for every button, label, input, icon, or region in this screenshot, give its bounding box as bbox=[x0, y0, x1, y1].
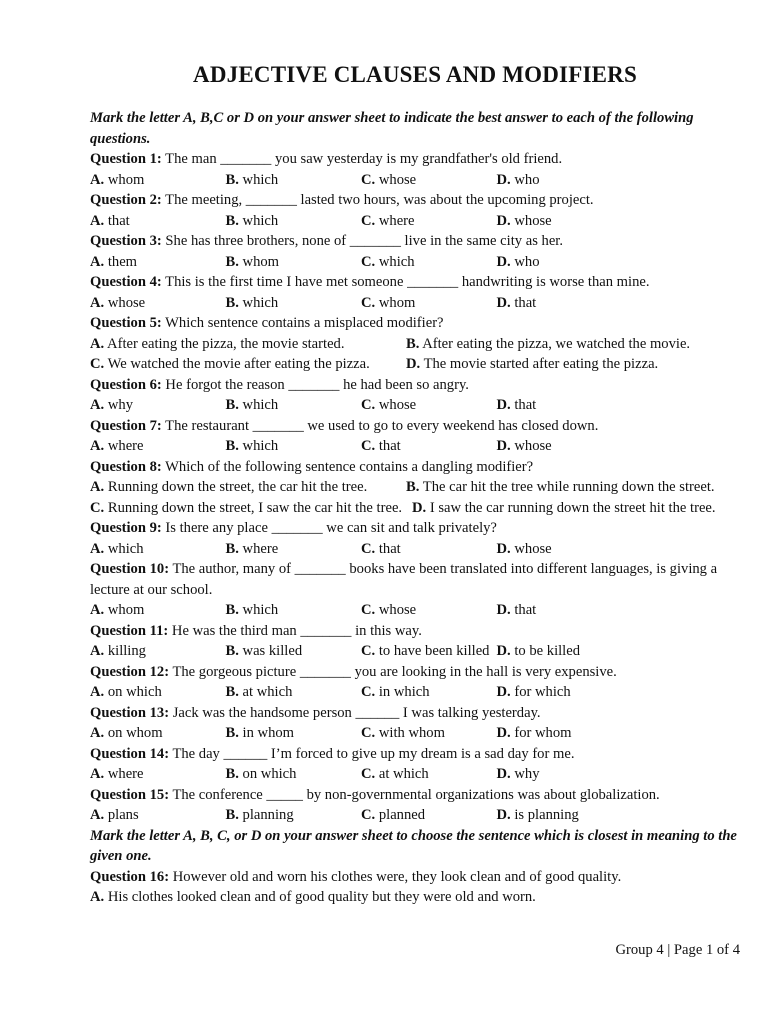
option-letter: A. bbox=[90, 643, 105, 659]
options-row bbox=[90, 764, 740, 785]
option-letter: C. bbox=[361, 807, 376, 823]
option-text: whom bbox=[104, 171, 145, 188]
option-letter: B. bbox=[406, 335, 420, 352]
option-text: whom bbox=[104, 602, 145, 618]
option-text: that bbox=[510, 397, 537, 413]
options-row bbox=[90, 539, 740, 560]
option-text: whom bbox=[375, 294, 416, 311]
option-b[interactable] bbox=[226, 395, 362, 416]
option-text: which bbox=[238, 602, 279, 618]
question-5 bbox=[90, 313, 740, 334]
question-number: Question 4: bbox=[90, 274, 162, 290]
option-text: in which bbox=[375, 684, 430, 700]
option-letter: B. bbox=[225, 294, 239, 311]
question-text: Which of the following sentence contains a dangling modifier? bbox=[161, 458, 534, 475]
option-b[interactable] bbox=[226, 293, 362, 314]
option-b[interactable] bbox=[226, 682, 362, 703]
option-c[interactable] bbox=[361, 395, 497, 416]
option-b[interactable] bbox=[226, 252, 362, 273]
option-letter: B. bbox=[225, 397, 239, 413]
options-row bbox=[90, 682, 740, 703]
question-number: Question 8: bbox=[90, 458, 162, 475]
option-d[interactable] bbox=[497, 682, 571, 703]
option-b[interactable] bbox=[406, 477, 715, 498]
option-text: which bbox=[238, 171, 279, 188]
option-text: which bbox=[238, 438, 279, 454]
option-letter: B. bbox=[225, 766, 239, 782]
option-c[interactable] bbox=[361, 723, 497, 744]
question-number: Question 2: bbox=[90, 192, 162, 208]
options-row bbox=[90, 334, 740, 355]
option-letter: A. bbox=[90, 438, 105, 454]
option-b[interactable] bbox=[226, 805, 362, 826]
option-text: whose bbox=[375, 602, 417, 618]
option-c[interactable] bbox=[361, 211, 497, 232]
option-letter: A. bbox=[90, 294, 105, 311]
option-text: whose bbox=[510, 212, 552, 229]
options-row bbox=[90, 498, 740, 519]
option-text: which bbox=[238, 212, 279, 229]
option-c[interactable] bbox=[361, 252, 497, 273]
question-text: The author, many of _______ books have been translated into different languages, is giving a lecture at our school. bbox=[90, 561, 718, 598]
option-text: Running down the street, I saw the car hit the tree. bbox=[104, 499, 403, 516]
option-text: that bbox=[375, 438, 401, 454]
question-text: The conference _____ by non-governmental organizations was about globalization. bbox=[169, 786, 660, 803]
option-b[interactable] bbox=[226, 170, 362, 191]
options-row bbox=[90, 805, 740, 826]
option-text: After eating the pizza, the movie started. bbox=[104, 335, 345, 352]
option-text: planned bbox=[375, 807, 426, 823]
option-d[interactable] bbox=[497, 395, 537, 416]
option-d[interactable] bbox=[497, 436, 552, 457]
option-letter: C. bbox=[361, 766, 376, 782]
question-text: He forgot the reason _______ he had been so angry. bbox=[161, 376, 469, 393]
option-d[interactable] bbox=[406, 354, 658, 375]
option-letter: D. bbox=[496, 397, 511, 413]
option-text: The movie started after eating the pizza. bbox=[420, 356, 659, 372]
option-text: is planning bbox=[510, 807, 579, 823]
option-d[interactable] bbox=[497, 252, 540, 273]
option-a[interactable] bbox=[90, 334, 406, 355]
option-text: We watched the movie after eating the pizza. bbox=[104, 356, 370, 372]
question-7 bbox=[90, 416, 740, 437]
question-3 bbox=[90, 231, 740, 252]
option-letter: A. bbox=[90, 766, 105, 782]
option-d[interactable] bbox=[497, 723, 572, 744]
option-text: After eating the pizza, we watched the movie. bbox=[419, 335, 691, 352]
option-b[interactable] bbox=[226, 641, 362, 662]
options-row bbox=[90, 723, 740, 744]
option-c[interactable] bbox=[361, 293, 497, 314]
option-letter: A. bbox=[90, 602, 105, 618]
option-letter: C. bbox=[90, 356, 105, 372]
option-letter: A. bbox=[90, 335, 105, 352]
question-number: Question 10: bbox=[90, 561, 170, 577]
question-text: The restaurant _______ we used to go to every weekend has closed down. bbox=[161, 417, 599, 434]
option-text: which bbox=[375, 253, 415, 270]
options-row bbox=[90, 354, 740, 375]
option-a[interactable] bbox=[90, 887, 740, 908]
option-letter: B. bbox=[225, 684, 239, 700]
option-text: which bbox=[238, 294, 279, 311]
option-text: where bbox=[104, 438, 144, 454]
option-c[interactable] bbox=[361, 764, 497, 785]
option-b[interactable] bbox=[226, 723, 362, 744]
question-number: Question 15: bbox=[90, 786, 170, 803]
question-text: The gorgeous picture _______ you are looking in the hall is very expensive. bbox=[169, 663, 617, 680]
option-letter: A. bbox=[90, 540, 105, 557]
question-number: Question 13: bbox=[90, 704, 170, 721]
options-row bbox=[90, 395, 740, 416]
option-d[interactable] bbox=[497, 764, 540, 785]
question-text: The meeting, _______ lasted two hours, was about the upcoming project. bbox=[161, 192, 594, 208]
option-text: on which bbox=[104, 684, 162, 700]
question-2 bbox=[90, 190, 740, 211]
question-number: Question 14: bbox=[90, 745, 170, 762]
instructions-part2: Mark the letter A, B, C, or D on your answer sheet to choose the sentence which is closest in meaning to the given one. bbox=[90, 827, 737, 864]
question-number: Question 7: bbox=[90, 417, 162, 434]
option-c[interactable] bbox=[361, 539, 497, 560]
option-a[interactable] bbox=[90, 211, 226, 232]
option-c[interactable] bbox=[361, 600, 497, 621]
options-row bbox=[90, 600, 740, 621]
question-6 bbox=[90, 375, 740, 396]
option-c[interactable] bbox=[361, 436, 497, 457]
option-a[interactable] bbox=[90, 477, 406, 498]
option-b[interactable] bbox=[226, 764, 362, 785]
options-row bbox=[90, 252, 740, 273]
question-11 bbox=[90, 621, 740, 642]
option-text: The car hit the tree while running down the street. bbox=[419, 479, 715, 495]
option-text: to have been killed bbox=[375, 643, 490, 659]
option-letter: D. bbox=[496, 602, 511, 618]
option-text: why bbox=[510, 766, 540, 782]
option-letter: A. bbox=[90, 725, 105, 741]
option-letter: B. bbox=[406, 479, 420, 495]
option-d[interactable] bbox=[412, 498, 716, 519]
option-letter: C. bbox=[361, 212, 376, 229]
question-text: Which sentence contains a misplaced modifier? bbox=[161, 315, 444, 331]
question-text: The man _______ you saw yesterday is my grandfather's old friend. bbox=[161, 151, 563, 167]
option-letter: A. bbox=[90, 889, 105, 905]
option-a[interactable] bbox=[90, 600, 226, 621]
option-letter: C. bbox=[361, 684, 376, 700]
option-text: whose bbox=[375, 397, 417, 413]
question-9 bbox=[90, 518, 740, 539]
question-1 bbox=[90, 149, 740, 170]
option-letter: B. bbox=[225, 725, 239, 741]
option-a[interactable] bbox=[90, 252, 226, 273]
option-text: His clothes looked clean and of good quality but they were old and worn. bbox=[104, 889, 536, 905]
question-13 bbox=[90, 703, 740, 724]
option-text: I saw the car running down the street hit the tree. bbox=[426, 499, 716, 516]
option-letter: B. bbox=[225, 540, 239, 557]
question-10 bbox=[90, 559, 740, 600]
option-letter: C. bbox=[361, 438, 376, 454]
option-text: whose bbox=[510, 540, 552, 557]
question-number: Question 12: bbox=[90, 663, 170, 680]
option-letter: B. bbox=[225, 602, 239, 618]
option-text: for which bbox=[510, 684, 571, 700]
option-letter: D. bbox=[496, 294, 511, 311]
question-text: Is there any place _______ we can sit and talk privately? bbox=[161, 520, 497, 536]
question-number: Question 6: bbox=[90, 376, 162, 393]
option-letter: D. bbox=[496, 725, 511, 741]
option-letter: C. bbox=[361, 397, 376, 413]
option-text: that bbox=[104, 212, 130, 229]
option-letter: D. bbox=[496, 684, 511, 700]
option-letter: C. bbox=[361, 643, 376, 659]
option-c[interactable] bbox=[361, 170, 497, 191]
option-letter: D. bbox=[496, 253, 511, 270]
option-text: them bbox=[104, 253, 138, 270]
question-number: Question 16: bbox=[90, 868, 170, 885]
option-a[interactable] bbox=[90, 436, 226, 457]
option-text: where bbox=[375, 212, 415, 229]
option-text: whose bbox=[375, 171, 417, 188]
option-letter: C. bbox=[361, 602, 376, 618]
option-c[interactable] bbox=[361, 682, 497, 703]
option-d[interactable] bbox=[497, 641, 581, 662]
question-14 bbox=[90, 744, 740, 765]
option-letter: A. bbox=[90, 212, 105, 229]
question-16 bbox=[90, 867, 740, 888]
question-number: Question 3: bbox=[90, 233, 162, 249]
option-text: which bbox=[238, 397, 279, 413]
option-a[interactable] bbox=[90, 682, 226, 703]
option-c[interactable] bbox=[361, 641, 497, 662]
option-d[interactable] bbox=[497, 293, 537, 314]
option-a[interactable] bbox=[90, 723, 226, 744]
option-letter: B. bbox=[225, 212, 239, 229]
option-d[interactable] bbox=[497, 600, 537, 621]
option-c[interactable] bbox=[90, 354, 406, 375]
question-number: Question 11: bbox=[90, 622, 169, 639]
option-text: which bbox=[104, 540, 144, 557]
question-number: Question 9: bbox=[90, 520, 162, 536]
option-letter: A. bbox=[90, 684, 105, 700]
question-text: He was the third man _______ in this way. bbox=[168, 622, 422, 639]
option-letter: D. bbox=[406, 356, 421, 372]
question-text: The day ______ I’m forced to give up my dream is a sad day for me. bbox=[169, 745, 575, 762]
option-b[interactable] bbox=[406, 334, 690, 355]
option-b[interactable] bbox=[226, 600, 362, 621]
option-a[interactable] bbox=[90, 764, 226, 785]
option-text: plans bbox=[104, 807, 139, 823]
question-number: Question 1: bbox=[90, 151, 162, 167]
option-b[interactable] bbox=[226, 211, 362, 232]
option-text: that bbox=[510, 602, 537, 618]
option-b[interactable] bbox=[226, 436, 362, 457]
question-15 bbox=[90, 785, 740, 806]
question-4 bbox=[90, 272, 740, 293]
option-a[interactable] bbox=[90, 170, 226, 191]
option-letter: A. bbox=[90, 807, 105, 823]
option-text: where bbox=[238, 540, 279, 557]
options-row bbox=[90, 211, 740, 232]
question-number: Question 5: bbox=[90, 315, 162, 331]
option-a[interactable] bbox=[90, 539, 226, 560]
question-text: This is the first time I have met someone _______ handwriting is worse than mine. bbox=[161, 274, 650, 290]
option-text: was killed bbox=[238, 643, 303, 659]
option-letter: D. bbox=[496, 438, 511, 454]
option-text: on whom bbox=[104, 725, 163, 741]
question-12 bbox=[90, 662, 740, 683]
option-letter: A. bbox=[90, 479, 105, 495]
option-a[interactable] bbox=[90, 293, 226, 314]
option-letter: C. bbox=[361, 171, 376, 188]
page-title: ADJECTIVE CLAUSES AND MODIFIERS bbox=[193, 62, 637, 87]
option-d[interactable] bbox=[497, 170, 540, 191]
option-letter: D. bbox=[412, 499, 427, 516]
option-letter: A. bbox=[90, 171, 105, 188]
question-text: However old and worn his clothes were, they look clean and of good quality. bbox=[169, 868, 622, 885]
option-text: killing bbox=[104, 643, 146, 659]
option-c[interactable] bbox=[90, 498, 412, 519]
option-text: whom bbox=[238, 253, 280, 270]
document-page bbox=[90, 62, 740, 908]
option-letter: D. bbox=[496, 171, 511, 188]
option-letter: B. bbox=[225, 171, 239, 188]
option-letter: B. bbox=[225, 643, 239, 659]
option-letter: C. bbox=[361, 294, 376, 311]
option-text: that bbox=[375, 540, 401, 557]
option-text: that bbox=[510, 294, 537, 311]
option-letter: C. bbox=[361, 725, 376, 741]
options-row bbox=[90, 641, 740, 662]
option-text: whose bbox=[104, 294, 146, 311]
option-d[interactable] bbox=[497, 211, 552, 232]
option-letter: A. bbox=[90, 253, 105, 270]
option-text: on which bbox=[238, 766, 297, 782]
option-letter: D. bbox=[496, 643, 511, 659]
options-row bbox=[90, 293, 740, 314]
question-8 bbox=[90, 457, 740, 478]
question-text: Jack was the handsome person ______ I was talking yesterday. bbox=[169, 704, 541, 721]
option-b[interactable] bbox=[226, 539, 362, 560]
page-footer: Group 4 | Page 1 of 4 bbox=[615, 942, 740, 958]
option-letter: D. bbox=[496, 540, 511, 557]
option-a[interactable] bbox=[90, 395, 226, 416]
option-text: why bbox=[104, 397, 133, 413]
options-row bbox=[90, 436, 740, 457]
option-a[interactable] bbox=[90, 641, 226, 662]
option-text: who bbox=[510, 253, 540, 270]
option-text: in whom bbox=[238, 725, 295, 741]
option-text: where bbox=[104, 766, 144, 782]
option-letter: B. bbox=[225, 807, 239, 823]
question-text: She has three brothers, none of _______ live in the same city as her. bbox=[161, 233, 563, 249]
option-d[interactable] bbox=[497, 805, 579, 826]
option-text: who bbox=[510, 171, 540, 188]
option-text: at which bbox=[375, 766, 429, 782]
option-letter: D. bbox=[496, 212, 511, 229]
option-text: planning bbox=[238, 807, 294, 823]
options-row bbox=[90, 477, 740, 498]
option-letter: C. bbox=[361, 540, 376, 557]
option-letter: D. bbox=[496, 807, 511, 823]
instructions-part1: Mark the letter A, B,C or D on your answer sheet to indicate the best answer to each of the following questions. bbox=[90, 110, 694, 147]
option-c[interactable] bbox=[361, 805, 497, 826]
option-letter: D. bbox=[496, 766, 511, 782]
option-text: for whom bbox=[510, 725, 572, 741]
option-letter: C. bbox=[90, 499, 105, 516]
option-text: Running down the street, the car hit the tree. bbox=[104, 479, 368, 495]
option-letter: A. bbox=[90, 397, 105, 413]
option-d[interactable] bbox=[497, 539, 552, 560]
option-text: with whom bbox=[375, 725, 445, 741]
option-text: whose bbox=[510, 438, 552, 454]
option-text: at which bbox=[238, 684, 293, 700]
option-text: to be killed bbox=[510, 643, 581, 659]
option-letter: B. bbox=[225, 253, 239, 270]
option-letter: B. bbox=[225, 438, 239, 454]
options-row bbox=[90, 170, 740, 191]
option-letter: C. bbox=[361, 253, 376, 270]
option-a[interactable] bbox=[90, 805, 226, 826]
